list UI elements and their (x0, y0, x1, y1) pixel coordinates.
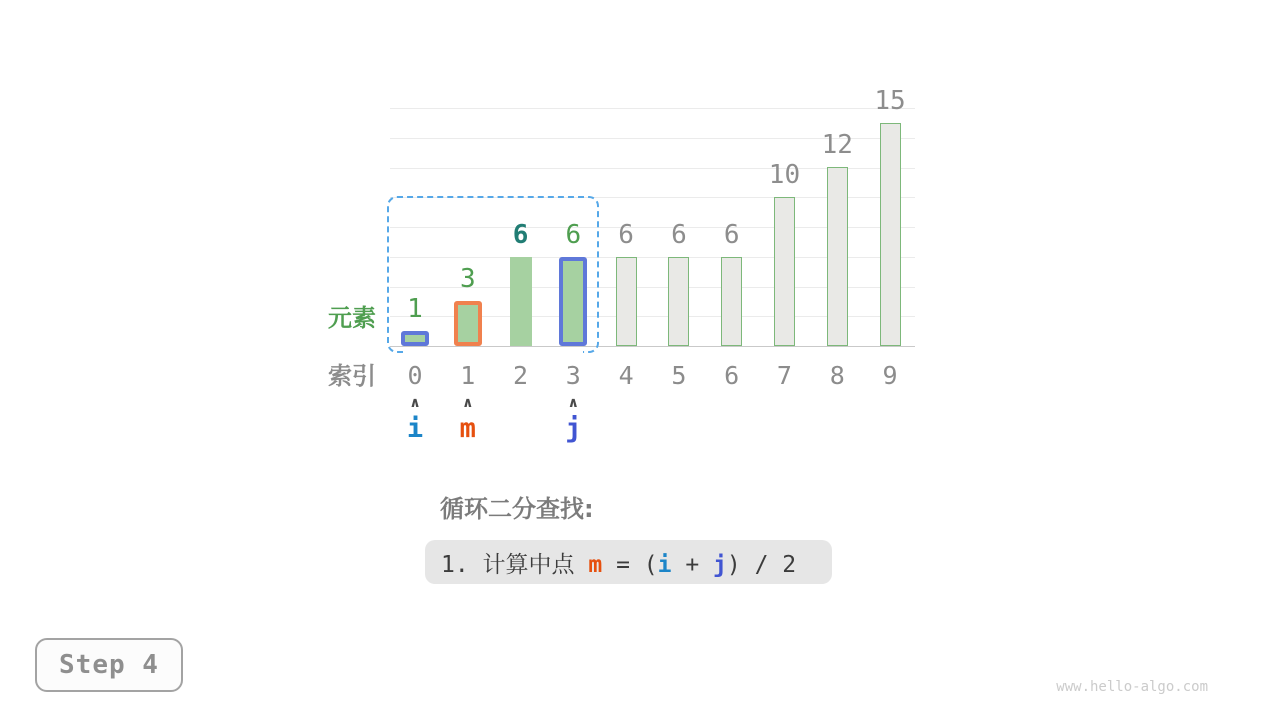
pointer-label-m: m (459, 413, 476, 444)
bar-value-label: 10 (768, 160, 801, 190)
bar-value-label: 3 (459, 264, 476, 294)
bar-index-6 (721, 257, 742, 346)
pointer-label-j: j (565, 413, 582, 444)
formula-literal: + (671, 551, 714, 578)
element-axis-label: 元素 (328, 304, 376, 332)
bar-value-label: 6 (723, 220, 740, 250)
formula-var: m (588, 551, 603, 578)
bar-index-2 (510, 257, 532, 346)
formula-box (425, 540, 832, 584)
formula-text (441, 546, 796, 579)
formula-literal: 1. 计算中点 (441, 551, 589, 578)
bar-value-label: 1 (407, 294, 423, 324)
pointer-arrow-m: ∧ (462, 395, 474, 411)
gridline (390, 108, 915, 109)
index-label: 2 (513, 361, 529, 390)
index-label: 6 (724, 361, 740, 390)
index-label: 1 (460, 361, 476, 390)
index-label: 7 (776, 361, 792, 390)
index-label: 5 (671, 361, 687, 390)
bar-value-label: 6 (512, 220, 529, 250)
formula-literal: ) / 2 (726, 551, 797, 578)
bar-index-9 (880, 123, 901, 346)
bar-value-label: 12 (821, 130, 853, 160)
formula-var: j (713, 551, 727, 578)
formula-literal: = ( (602, 551, 658, 578)
bar-index-8 (827, 167, 848, 346)
bar-value-label: 6 (565, 220, 582, 250)
bar-value-label: 15 (874, 86, 906, 116)
bar-value-label: 6 (618, 220, 634, 250)
step-badge: Step 4 (35, 638, 183, 692)
index-label: 0 (407, 361, 423, 390)
watermark: www.hello-algo.com (1056, 679, 1208, 695)
bar-value-label: 6 (671, 220, 687, 250)
index-label: 9 (882, 361, 898, 390)
pointer-arrow-j: ∧ (567, 395, 580, 411)
bar-index-1 (454, 301, 482, 346)
pointer-arrow-i: ∧ (409, 395, 421, 411)
pointer-label-i: i (406, 413, 424, 444)
index-label: 3 (565, 361, 581, 390)
bar-index-5 (668, 257, 689, 346)
search-range-outline-mask (403, 350, 583, 355)
index-label: 4 (618, 361, 634, 390)
bar-index-3 (559, 257, 587, 346)
formula-var: i (657, 551, 672, 578)
index-axis-label: 索引 (328, 362, 376, 390)
bar-index-7 (774, 197, 795, 346)
bar-index-4 (616, 257, 637, 346)
index-label: 8 (829, 361, 845, 390)
bar-index-0 (401, 331, 429, 346)
caption-heading: 循环二分查找: (440, 495, 594, 523)
